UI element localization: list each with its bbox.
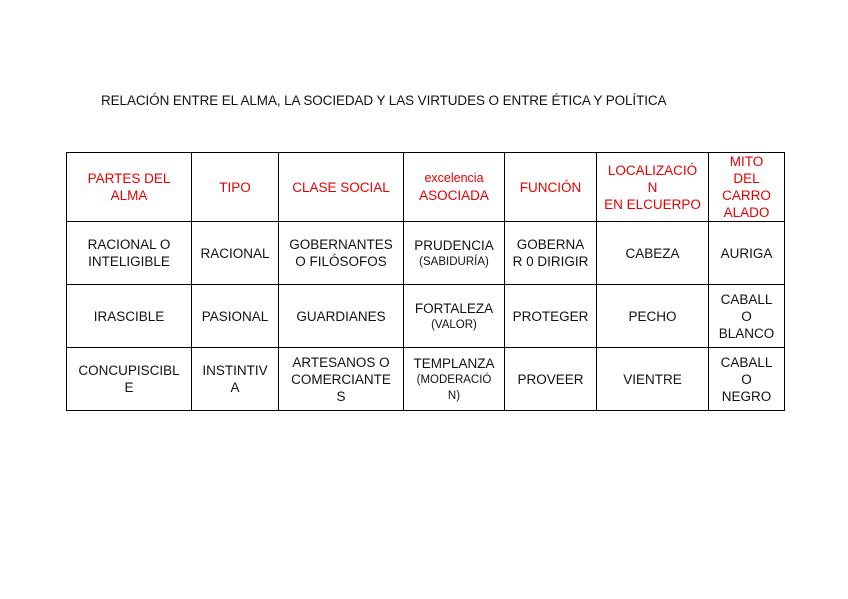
header-text: PARTES DEL <box>87 171 171 186</box>
cell-text: TEMPLANZA <box>413 355 495 371</box>
cell-text: AURIGA <box>720 245 773 261</box>
cell-text: S <box>336 388 346 404</box>
header-text: CARRO <box>722 188 771 203</box>
table-header-row <box>67 153 785 222</box>
cell-subtext: (MODERACIÓ <box>416 373 492 386</box>
table-row <box>67 285 785 348</box>
cell-text: IRASCIBLE <box>93 308 165 324</box>
cell-text: GOBERNA <box>516 237 585 252</box>
cell-text: VIENTRE <box>623 371 682 387</box>
cell-text: FORTALEZA <box>414 300 494 316</box>
cell-localizacion <box>597 222 709 285</box>
cell-text: PROVEER <box>517 371 584 387</box>
cell-text: CABALL <box>720 291 773 307</box>
cell-text: GOBERNANTES <box>289 237 393 252</box>
cell-localizacion <box>597 348 709 411</box>
cell-text: ARTESANOS O <box>292 354 390 370</box>
cell-text: RACIONAL O <box>87 237 171 252</box>
cell-text: NEGRO <box>721 388 772 404</box>
cell-mito <box>709 348 785 411</box>
header-text: FUNCIÓN <box>519 179 582 195</box>
cell-subtext: N) <box>447 389 461 402</box>
cell-text: CONCUPISCIBL <box>78 363 180 378</box>
cell-text: INSTINTIV <box>202 363 268 378</box>
cell-tipo <box>192 285 279 348</box>
header-text: CLASE SOCIAL <box>292 179 390 195</box>
cell-text: R 0 DIRIGIR <box>512 254 589 269</box>
soul-society-virtues-table <box>66 152 785 411</box>
cell-text: GUARDIANES <box>296 308 386 324</box>
cell-text: PROTEGER <box>512 308 589 324</box>
cell-text: CABALL <box>720 354 773 370</box>
document-title: RELACIÓN ENTRE EL ALMA, LA SOCIEDAD Y LAS VIRTUDES O ENTRE ÉTICA Y POLÍTICA <box>101 93 667 108</box>
cell-parte-alma <box>67 285 192 348</box>
header-funcion <box>505 153 597 222</box>
cell-text: PRUDENCIA <box>414 237 494 253</box>
cell-virtud <box>404 348 505 411</box>
header-clase-social <box>279 153 404 222</box>
cell-subtext: (SABIDURÍA) <box>419 255 489 268</box>
cell-clase-social <box>279 222 404 285</box>
cell-clase-social <box>279 348 404 411</box>
header-text: DEL <box>733 171 760 186</box>
header-text: EN ELCUERPO <box>604 196 701 212</box>
header-text: N <box>647 179 658 195</box>
header-text: ASOCIADA <box>419 188 489 203</box>
header-partes-del-alma <box>67 153 192 222</box>
cell-text: CABEZA <box>625 245 680 261</box>
header-text: excelencia <box>424 171 484 185</box>
cell-text: COMERCIANTE <box>291 371 391 387</box>
cell-virtud <box>404 285 505 348</box>
cell-text: A <box>230 380 240 395</box>
cell-text: E <box>124 380 134 395</box>
header-mito-carro-alado <box>709 153 785 222</box>
cell-funcion <box>505 285 597 348</box>
cell-localizacion <box>597 285 709 348</box>
cell-text: O <box>741 371 752 387</box>
cell-parte-alma <box>67 222 192 285</box>
cell-clase-social <box>279 285 404 348</box>
cell-tipo <box>192 348 279 411</box>
header-text: TIPO <box>219 179 251 195</box>
cell-text: BLANCO <box>718 325 775 341</box>
header-localizacion <box>597 153 709 222</box>
cell-text: INTELIGIBLE <box>88 254 170 269</box>
table-row <box>67 222 785 285</box>
cell-text: O <box>741 308 752 324</box>
header-tipo <box>192 153 279 222</box>
cell-subtext: (VALOR) <box>431 318 477 331</box>
cell-funcion <box>505 222 597 285</box>
header-text: ALMA <box>110 188 148 203</box>
cell-text: PASIONAL <box>201 308 269 324</box>
cell-text: O FILÓSOFOS <box>295 254 387 269</box>
header-text: MITO <box>729 154 764 169</box>
cell-parte-alma <box>67 348 192 411</box>
cell-funcion <box>505 348 597 411</box>
cell-text: RACIONAL <box>200 245 270 261</box>
header-text: ALADO <box>723 205 770 220</box>
table-row <box>67 348 785 411</box>
header-text: LOCALIZACIÓ <box>607 162 698 178</box>
cell-text: PECHO <box>628 308 677 324</box>
cell-virtud <box>404 222 505 285</box>
cell-tipo <box>192 222 279 285</box>
header-excelencia-asociada <box>404 153 505 222</box>
cell-mito <box>709 222 785 285</box>
cell-mito <box>709 285 785 348</box>
